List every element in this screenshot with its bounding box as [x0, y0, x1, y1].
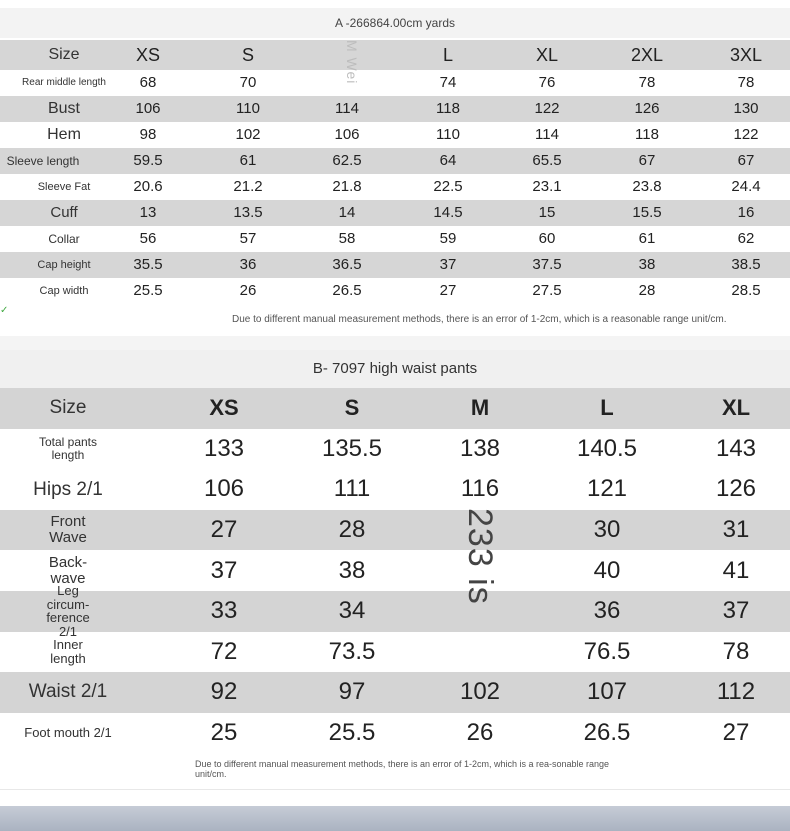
table-cell: 106: [334, 126, 360, 143]
table-cell: 76: [538, 74, 556, 91]
table-row: [0, 550, 790, 591]
table-cell: 126: [634, 100, 660, 117]
table-cell: 15.5: [632, 204, 662, 221]
table-cell: 60: [538, 230, 556, 247]
table-b-note: Due to different manual measurement methods, there is an error of 1-2cm, which is a rea-sonable range unit/cm.: [195, 759, 610, 779]
product-photo-strip: [0, 806, 790, 831]
table-a-header-row: [0, 40, 790, 70]
table-cell: 38: [638, 256, 656, 273]
table-cell: 34: [338, 597, 366, 625]
table-b-size-s: S: [344, 395, 360, 421]
table-cell: 78: [638, 74, 656, 91]
table-cell: 122: [733, 126, 759, 143]
table-cell: 59.5: [133, 152, 163, 169]
table-cell: 67: [638, 152, 656, 169]
table-cell: 140.5: [576, 434, 638, 462]
table-cell: 35.5: [133, 256, 163, 273]
table-cell: 25.5: [133, 282, 163, 299]
table-cell: 27.5: [532, 282, 562, 299]
table-cell: 121: [586, 475, 628, 503]
table-a-watermark: M Wei: [344, 40, 360, 85]
table-cell: 74: [439, 74, 457, 91]
table-cell: 26.5: [332, 282, 362, 299]
table-a-size-2xl: 2XL: [630, 45, 664, 65]
table-a-size-s: S: [241, 45, 254, 65]
table-cell: 67: [737, 152, 755, 169]
table-cell: 62.5: [332, 152, 362, 169]
table-row: [0, 148, 790, 174]
table-cell: 65.5: [532, 152, 562, 169]
table-cell: 13.5: [233, 204, 263, 221]
table-cell: 36: [593, 597, 621, 625]
table-cell: 37.5: [532, 256, 562, 273]
table-cell: 14: [338, 204, 356, 221]
table-cell: 25: [210, 719, 238, 747]
table-a-size-3xl: 3XL: [729, 45, 763, 65]
table-row: [0, 122, 790, 148]
table-cell: 28: [638, 282, 656, 299]
table-cell: 59: [439, 230, 457, 247]
row-label: Waist 2/1: [28, 681, 108, 703]
table-cell: 38.5: [731, 256, 761, 273]
table-cell: 102: [459, 678, 501, 706]
table-b-watermark: 233 is: [461, 508, 499, 605]
table-b-title: B- 7097 high waist pants: [0, 350, 790, 388]
table-b: [0, 388, 790, 753]
table-cell: 143: [715, 434, 757, 462]
table-cell: 76.5: [583, 637, 631, 665]
table-cell: 98: [139, 126, 157, 143]
table-cell: 36: [239, 256, 257, 273]
table-a-size-l: L: [442, 45, 453, 65]
row-label: Hips 2/1: [33, 478, 103, 500]
footer-divider: [0, 789, 790, 790]
table-row: [0, 429, 790, 470]
table-cell: 107: [586, 678, 628, 706]
table-row: [0, 226, 790, 252]
table-cell: 111: [333, 475, 371, 503]
table-cell: 38: [338, 556, 366, 584]
table-b-size-m: M: [470, 395, 490, 421]
table-cell: 21.8: [332, 178, 362, 195]
table-row: [0, 70, 790, 96]
table-cell: 31: [722, 516, 750, 544]
table-cell: 133: [203, 434, 245, 462]
table-cell: 118: [635, 126, 659, 143]
table-cell: 30: [593, 516, 621, 544]
row-label: Sleeve length: [6, 154, 80, 168]
table-cell: 61: [638, 230, 656, 247]
row-label: Foot mouth 2/1: [24, 725, 112, 741]
table-cell: 14.5: [433, 204, 463, 221]
table-cell: 78: [722, 637, 750, 665]
table-cell: 23.8: [632, 178, 662, 195]
row-label: Cuff: [50, 204, 78, 221]
table-cell: 27: [210, 516, 238, 544]
table-cell: 26.5: [583, 719, 631, 747]
table-cell: 28.5: [731, 282, 761, 299]
table-cell: 56: [139, 230, 157, 247]
table-cell: 130: [733, 100, 759, 117]
row-label: Front Wave: [49, 513, 87, 547]
table-row: [0, 96, 790, 122]
table-cell: 22.5: [433, 178, 463, 195]
table-cell: 138: [459, 434, 501, 462]
table-cell: 114: [335, 100, 359, 117]
table-cell: 37: [722, 597, 750, 625]
table-cell: 37: [439, 256, 457, 273]
table-cell: 72: [210, 637, 238, 665]
table-cell: 16: [737, 204, 755, 221]
table-row: [0, 200, 790, 226]
table-row: [0, 582, 790, 639]
row-label: Cap height: [37, 259, 91, 271]
table-cell: 110: [436, 126, 460, 143]
table-row: [0, 672, 790, 713]
table-b-size-l: L: [600, 395, 614, 421]
table-a-size-xs: XS: [135, 45, 160, 65]
row-label: Cap width: [39, 285, 89, 297]
table-cell: 73.5: [328, 637, 376, 665]
table-cell: 122: [534, 100, 560, 117]
table-cell: 78: [737, 74, 755, 91]
row-label: Rear middle length: [22, 77, 106, 88]
table-b-header-row: [0, 388, 790, 429]
table-b-size-xl: XL: [721, 395, 751, 421]
table-cell: 20.6: [133, 178, 163, 195]
table-cell: 15: [538, 204, 556, 221]
table-b-header-label: Size: [49, 397, 87, 419]
row-label: Total pants length: [38, 435, 98, 462]
row-label: Bust: [47, 100, 80, 117]
table-cell: 102: [235, 126, 261, 143]
row-label: Inner length: [50, 637, 86, 666]
table-a-title: A -266864.00cm yards: [0, 8, 790, 38]
table-cell: 135.5: [321, 434, 383, 462]
table-a-header-label: Size: [48, 46, 80, 63]
table-cell: 118: [436, 100, 460, 117]
check-icon: ✓: [0, 305, 9, 316]
table-cell: 106: [135, 100, 161, 117]
table-row: [0, 278, 790, 304]
row-label: Back-wave: [48, 553, 88, 587]
table-cell: 110: [236, 100, 260, 117]
table-cell: 36.5: [332, 256, 362, 273]
table-cell: 116: [460, 475, 500, 503]
table-cell: 28: [338, 516, 366, 544]
section-divider: [0, 336, 790, 350]
table-cell: [430, 632, 530, 673]
table-cell: 97: [338, 678, 366, 706]
table-cell: 25.5: [328, 719, 376, 747]
table-row: [0, 510, 790, 551]
row-label: Leg circum-ference 2/1: [46, 582, 90, 639]
table-cell: 57: [239, 230, 257, 247]
table-a-note: Due to different manual measurement methods, there is an error of 1-2cm, which is a reasonable range unit/cm.: [232, 314, 727, 325]
table-a: [0, 40, 790, 304]
row-label: Sleeve Fat: [37, 181, 91, 193]
table-cell: 37: [210, 556, 238, 584]
table-row: [0, 632, 790, 673]
table-cell: 41: [722, 556, 750, 584]
table-cell: 92: [210, 678, 238, 706]
row-label: Collar: [48, 232, 80, 246]
table-cell: 126: [715, 475, 757, 503]
table-cell: 27: [439, 282, 457, 299]
table-a-size-xl: XL: [535, 45, 559, 65]
table-cell: 114: [535, 126, 559, 143]
table-cell: 58: [338, 230, 356, 247]
table-cell: 68: [139, 74, 157, 91]
table-cell: 26: [239, 282, 257, 299]
table-cell: 24.4: [731, 178, 761, 195]
table-cell: 23.1: [532, 178, 562, 195]
table-row: [0, 174, 790, 200]
table-row: [0, 713, 790, 754]
table-cell: 61: [239, 152, 257, 169]
table-cell: 62: [737, 230, 755, 247]
table-cell: 13: [139, 204, 157, 221]
table-cell: 21.2: [233, 178, 263, 195]
table-cell: 26: [466, 719, 494, 747]
table-cell: 27: [722, 719, 750, 747]
table-cell: 40: [593, 556, 621, 584]
table-cell: 33: [210, 597, 238, 625]
row-label: Hem: [47, 126, 81, 143]
table-row: [0, 252, 790, 278]
table-cell: 64: [439, 152, 457, 169]
table-row: [0, 469, 790, 510]
table-b-size-xs: XS: [209, 395, 239, 421]
table-cell: 106: [203, 475, 245, 503]
table-cell: 112: [716, 678, 756, 706]
table-cell: 70: [239, 74, 257, 91]
